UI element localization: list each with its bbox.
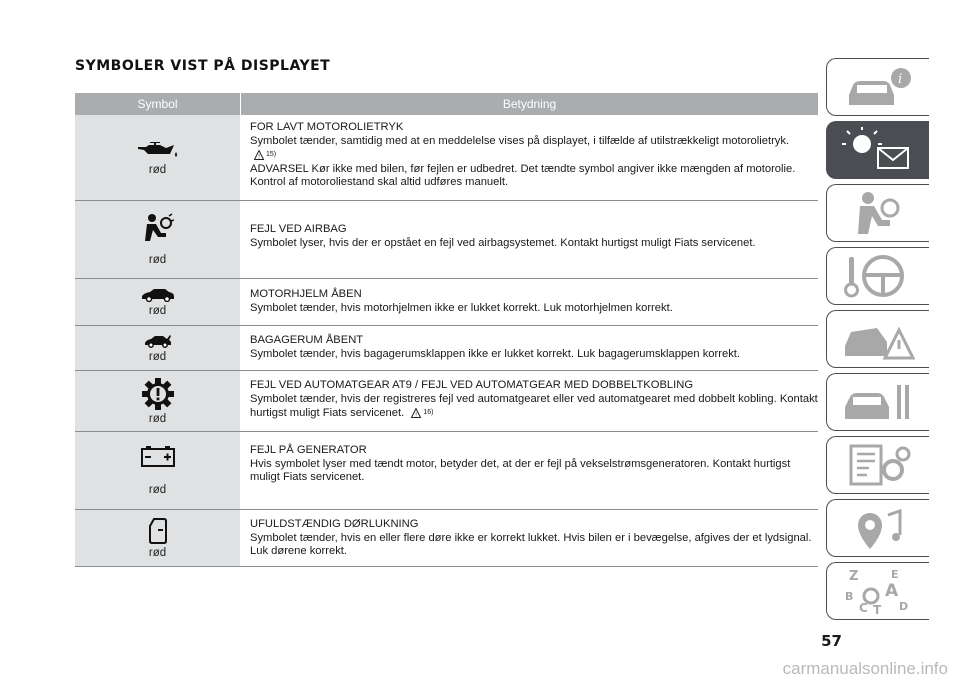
symbol-cell [75,279,240,325]
tab-index[interactable] [826,562,929,620]
symbol-color-label: rød [148,350,167,363]
warning-reference[interactable]: ! 16) [411,406,433,420]
tab-car-info[interactable] [826,58,929,116]
airbag-icon [142,213,174,243]
row-title: MOTORHJELM ÅBEN [250,288,362,300]
row-text: Symbolet tænder, samtidig med at en meddelelse vises på displayet, i tilfælde af utilstrækkeligt motorolietryk. [250,134,790,147]
index-letter: B [845,590,854,603]
row-title: FEJL VED AUTOMATGEAR AT9 / FEJL VED AUTOMATGEAR MED DOBBELTKOBLING [250,379,694,391]
car-emergency-icon [841,316,915,362]
index-letters-icon [843,566,913,616]
tab-safety[interactable] [826,184,929,242]
car-info-icon [843,65,913,109]
table-row [75,326,818,371]
description-cell [240,115,818,200]
trunk-open-icon [144,334,172,348]
description-cell [240,371,818,431]
symbol-cell [75,432,240,509]
gear-warning-icon [142,378,174,410]
svg-text:!: ! [258,154,260,160]
row-title: BAGAGERUM ÅBENT [250,334,364,346]
tab-maintenance[interactable] [826,373,929,431]
symbol-table [75,93,818,567]
index-letter: Z [849,569,859,584]
description-cell [240,201,818,278]
seat-safety-icon [848,190,908,236]
description-cell [240,326,818,370]
tab-starting-driving[interactable] [826,247,929,305]
oil-can-icon [136,139,180,161]
row-warning-text: ADVARSEL Kør ikke med bilen, før fejlen er udbedret. Det tændte symbol angiver ikke mængden af motorolie. Kontrol af motoroliestand skal altid udføres manuelt. [250,162,796,189]
tab-emergency[interactable] [826,310,929,368]
multimedia-icon [848,505,908,551]
row-text: Hvis symbolet lyser med tændt motor, betyder det, at der er fejl på vekselstrømsgeneratoren. Kontakt hurtigst muligt Fiats servicenet. [250,457,791,484]
symbol-color-label: rød [148,164,167,176]
warning-light-message-icon [838,126,918,174]
table-row [75,510,818,567]
header-symbol: Symbol [137,97,178,111]
description-cell [240,279,818,325]
battery-icon [141,445,175,467]
tab-multimedia[interactable] [826,499,929,557]
table-row [75,432,818,510]
symbol-color-label: rød [148,254,167,266]
row-title: FEJL PÅ GENERATOR [250,444,367,456]
chapter-tabs [826,58,929,625]
row-title: UFULDSTÆNDIG DØRLUKNING [250,518,419,530]
reference-warning-icon [254,150,264,160]
table-row [75,201,818,279]
description-cell [240,432,818,509]
page-number: 57 [821,632,842,650]
row-text: Symbolet tænder, hvis en eller flere døre ikke er korrekt lukket. Hvis bilen er i bevægelse, afgives der et lydsignal. Luk dørene korrekt. [250,531,812,558]
page-title: SYMBOLER VIST PÅ DISPLAYET [75,58,331,74]
table-row [75,279,818,326]
description-cell [240,510,818,566]
symbol-cell [75,510,240,566]
symbol-color-label: rød [148,304,167,317]
door-open-icon [149,518,167,544]
warning-reference[interactable]: ! 15) [254,148,276,162]
symbol-color-label: rød [148,412,167,425]
svg-text:!: ! [415,412,418,418]
table-row [75,371,818,432]
tab-warning-lights[interactable] [826,121,929,179]
row-text: Symbolet tænder, hvis motorhjelmen ikke er lukket korrekt. Luk motorhjelmen korrekt. [250,301,673,314]
car-service-tools-icon [841,379,915,425]
row-text: Symbolet lyser, hvis der er opstået en fejl ved airbagsystemet. Kontakt hurtigst muligt Fiats servicenet. [250,236,756,249]
index-letter: D [899,600,909,613]
reference-warning-icon [411,408,421,418]
specs-gears-icon [843,442,913,488]
index-letter: C [859,601,868,615]
symbol-cell [75,371,240,431]
row-text: Symbolet tænder, hvis bagagerumsklappen ikke er lukket korrekt. Luk bagagerumsklappen korrekt. [250,347,741,360]
svg-text:i: i [898,72,903,87]
symbol-color-label: rød [148,546,167,559]
symbol-cell [75,326,240,370]
row-title: FEJL VED AIRBAG [250,223,347,235]
row-title: FOR LAVT MOTOROLIETRYK [250,121,404,133]
symbol-cell [75,201,240,278]
index-letter: E [891,568,899,581]
index-letter: T [873,603,882,616]
tab-technical-data[interactable] [826,436,929,494]
hood-open-icon [141,288,175,302]
symbol-color-label: rød [148,484,167,496]
table-header [75,93,818,115]
row-text: Symbolet tænder, hvis der registreres fejl ved automatgearet eller ved automatgearet med dobbelt kobling. Kontakt hurtigst muligt Fiats servicenet. [250,392,818,419]
index-letter: A [885,581,899,601]
header-meaning: Betydning [240,93,818,115]
footer-watermark: carmanualsonline.info [782,659,948,678]
symbol-cell [75,115,240,200]
steering-key-icon [843,253,913,299]
table-row [75,115,818,201]
